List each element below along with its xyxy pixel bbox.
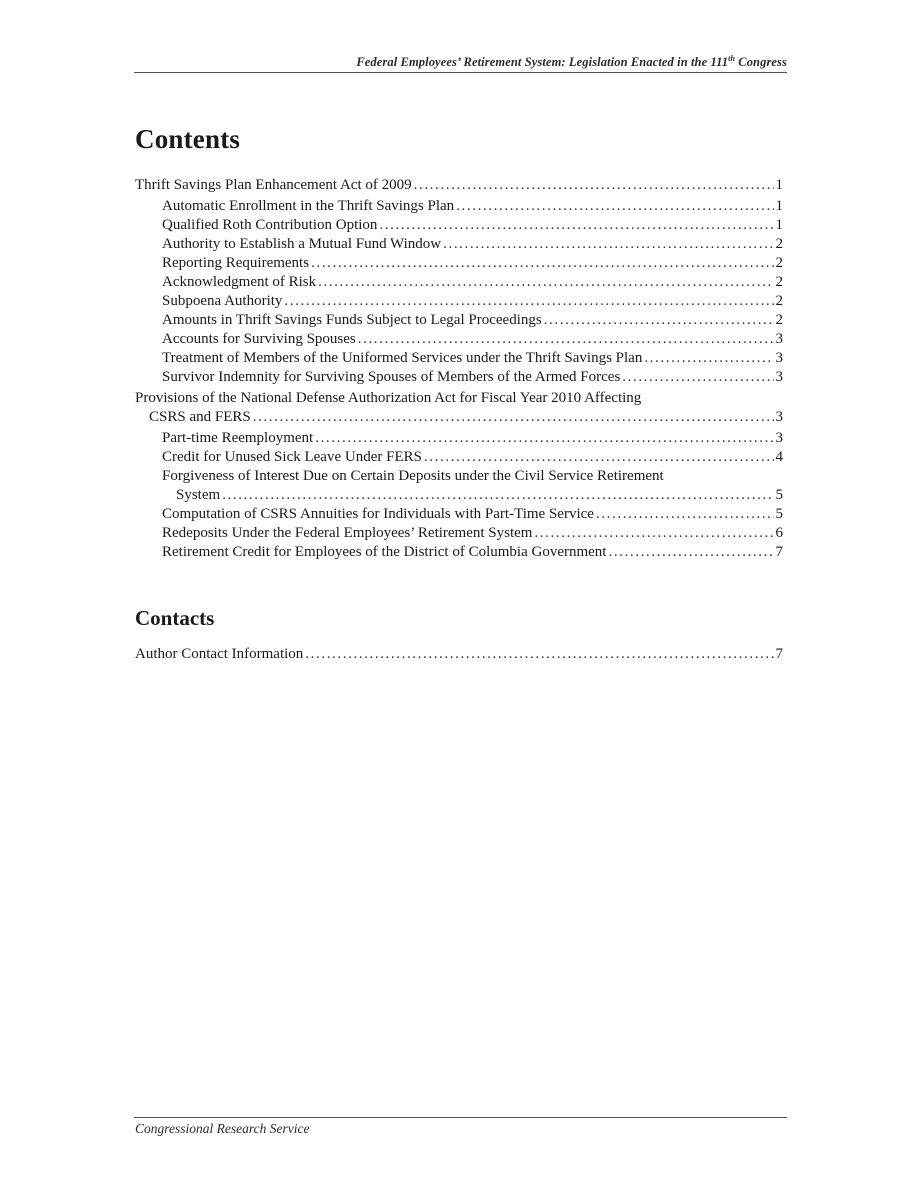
- toc-entry-dc-government-credit[interactable]: [135, 543, 783, 562]
- toc-leader-dots: [456, 197, 773, 216]
- toc-entry-page: 3: [775, 331, 783, 347]
- header-rule: [134, 72, 787, 73]
- toc-entry-title-line1: Forgiveness of Interest Due on Certain Deposits under the Civil Service Retirement: [162, 468, 664, 484]
- toc-entry-title: Retirement Credit for Employees of the District of Columbia Government: [162, 544, 607, 560]
- toc-entry-page: 2: [775, 312, 783, 328]
- running-header-congress: Congress: [735, 55, 787, 69]
- toc-leader-dots: [284, 292, 773, 311]
- toc-entry-legal-proceedings[interactable]: [135, 311, 783, 330]
- toc-leader-dots: [305, 645, 773, 664]
- toc-entry-title-line2: CSRS and FERS: [149, 409, 251, 425]
- toc-entry-title: Subpoena Authority: [162, 293, 283, 309]
- toc-leader-dots: [644, 349, 773, 368]
- toc-entry-acknowledgment-of-risk[interactable]: [135, 273, 783, 292]
- toc-entry-forgiveness-of-interest[interactable]: [135, 467, 783, 505]
- toc-entry-title: Acknowledgment of Risk: [162, 274, 317, 290]
- toc-entry-tsp-enhancement-act[interactable]: [135, 176, 783, 195]
- toc-leader-dots: [358, 330, 774, 349]
- page-footer: Congressional Research Service: [135, 1121, 310, 1136]
- toc-entry-qualified-roth[interactable]: [135, 216, 783, 235]
- toc-entry-page: 3: [775, 350, 783, 366]
- toc-entry-author-contact[interactable]: [135, 645, 783, 664]
- toc-leader-dots: [379, 216, 773, 235]
- toc-entry-line: [135, 467, 783, 486]
- toc-entry-surviving-spouses-accounts[interactable]: [135, 330, 783, 349]
- toc-entry-page: 2: [775, 236, 783, 252]
- toc-entry-title: Redeposits Under the Federal Employees’ Retirement System: [162, 525, 533, 541]
- toc-entry-page: 4: [775, 449, 783, 465]
- toc-leader-dots: [222, 486, 773, 505]
- toc-entry-line: [135, 408, 783, 427]
- toc-entry-unused-sick-leave[interactable]: [135, 448, 783, 467]
- toc-entry-page: 2: [775, 293, 783, 309]
- toc-entry-mutual-fund-window[interactable]: [135, 235, 783, 254]
- toc-entry-page: 3: [775, 409, 783, 425]
- toc-entry-title: Computation of CSRS Annuities for Individuals with Part-Time Service: [162, 506, 594, 522]
- running-header: [134, 55, 787, 70]
- toc-leader-dots: [311, 254, 773, 273]
- toc-entry-title: Reporting Requirements: [162, 255, 310, 271]
- toc-entry-page: 7: [775, 544, 783, 560]
- toc-entry-title: Amounts in Thrift Savings Funds Subject to Legal Proceedings: [162, 312, 542, 328]
- toc-entry-page: 5: [775, 487, 783, 503]
- toc-entry-page: 1: [775, 177, 783, 193]
- toc-entry-page: 3: [775, 430, 783, 446]
- table-of-contents: [135, 176, 783, 562]
- toc-entry-title-line2: System: [176, 487, 221, 503]
- toc-entry-page: 7: [775, 646, 783, 662]
- running-header-superscript: th: [728, 53, 736, 63]
- toc-entry-part-time-reemployment[interactable]: [135, 429, 783, 448]
- contents-heading: Contents: [135, 124, 241, 154]
- toc-entry-subpoena-authority[interactable]: [135, 292, 783, 311]
- toc-entry-page: 2: [775, 274, 783, 290]
- contacts-list: [135, 645, 783, 664]
- toc-entry-title-line1: Provisions of the National Defense Authorization Act for Fiscal Year 2010 Affecting: [135, 390, 642, 406]
- toc-entry-title: Accounts for Surviving Spouses: [162, 331, 356, 347]
- toc-leader-dots: [622, 368, 773, 387]
- toc-entry-title: Part-time Reemployment: [162, 430, 314, 446]
- toc-entry-title: Survivor Indemnity for Surviving Spouses of Members of the Armed Forces: [162, 369, 621, 385]
- toc-entry-line: [135, 486, 783, 505]
- toc-entry-csrs-part-time-annuities[interactable]: [135, 505, 783, 524]
- toc-entry-survivor-indemnity[interactable]: [135, 368, 783, 387]
- toc-leader-dots: [414, 176, 774, 195]
- toc-entry-page: 3: [775, 369, 783, 385]
- toc-leader-dots: [315, 429, 773, 448]
- toc-entry-page: 1: [775, 217, 783, 233]
- toc-entry-title: Credit for Unused Sick Leave Under FERS: [162, 449, 422, 465]
- toc-entry-page: 6: [775, 525, 783, 541]
- toc-entry-ndaa-provisions[interactable]: [135, 389, 783, 427]
- toc-leader-dots: [253, 408, 774, 427]
- toc-entry-title: Thrift Savings Plan Enhancement Act of 2009: [135, 177, 412, 193]
- toc-leader-dots: [443, 235, 773, 254]
- toc-entry-title: Author Contact Information: [135, 646, 304, 662]
- toc-entry-title: Qualified Roth Contribution Option: [162, 217, 378, 233]
- running-header-title: Federal Employees’ Retirement System: Legislation Enacted in the 111: [356, 55, 729, 69]
- toc-entry-title: Treatment of Members of the Uniformed Services under the Thrift Savings Plan: [162, 350, 643, 366]
- toc-entry-line: [135, 389, 783, 408]
- toc-entry-automatic-enrollment[interactable]: [135, 197, 783, 216]
- toc-entry-title: Automatic Enrollment in the Thrift Savings Plan: [162, 198, 455, 214]
- toc-leader-dots: [544, 311, 774, 330]
- toc-entry-page: 2: [775, 255, 783, 271]
- toc-entry-uniformed-services[interactable]: [135, 349, 783, 368]
- toc-entry-page: 1: [775, 198, 783, 214]
- toc-entry-reporting-requirements[interactable]: [135, 254, 783, 273]
- toc-leader-dots: [318, 273, 773, 292]
- contacts-heading: Contacts: [135, 606, 215, 630]
- toc-entry-redeposits-fers[interactable]: [135, 524, 783, 543]
- toc-entry-page: 5: [775, 506, 783, 522]
- toc-entry-title: Authority to Establish a Mutual Fund Window: [162, 236, 442, 252]
- footer-rule: [134, 1117, 787, 1118]
- toc-leader-dots: [596, 505, 774, 524]
- toc-leader-dots: [424, 448, 774, 467]
- toc-leader-dots: [534, 524, 773, 543]
- toc-leader-dots: [608, 543, 773, 562]
